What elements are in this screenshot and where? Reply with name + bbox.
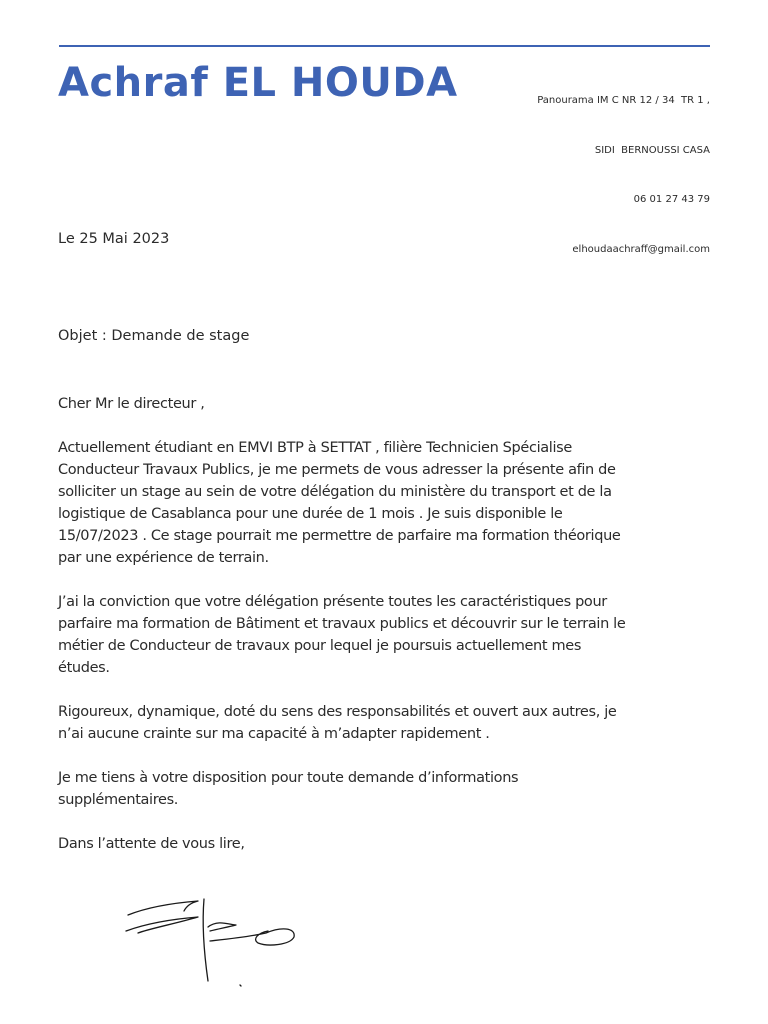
paragraph-line: supplémentaires. <box>58 792 179 808</box>
paragraph-line: J’ai la conviction que votre délégation présente toutes les caractéristiques pour <box>58 594 607 610</box>
paragraph-line: Je me tiens à votre disposition pour toute demande d’informations <box>58 770 519 786</box>
sender-contact <box>537 60 710 291</box>
paragraph-4 <box>58 767 718 811</box>
paragraph-line: Conducteur Travaux Publics, je me permets de vous adresser la présente afin de <box>58 462 616 478</box>
paragraph-line: logistique de Casablanca pour une durée de 1 mois . Je suis disponible le <box>58 506 563 522</box>
letter-subject: Objet : Demande de stage <box>58 328 250 344</box>
paragraph-line: solliciter un stage au sein de votre délégation du ministère du transport et de la <box>58 484 612 500</box>
salutation: Cher Mr le directeur , <box>58 396 205 412</box>
paragraph-1 <box>58 437 718 569</box>
paragraph-line: études. <box>58 660 110 676</box>
address-line-1: Panourama IM C NR 12 / 34 TR 1 , <box>537 95 710 106</box>
email-address: elhoudaachraff@gmail.com <box>572 243 710 255</box>
paragraph-line: par une expérience de terrain. <box>58 550 269 566</box>
paragraph-line: n’ai aucune crainte sur ma capacité à m’adapter rapidement . <box>58 726 490 742</box>
header-divider <box>59 45 710 47</box>
address-line-2: SIDI BERNOUSSI CASA <box>594 144 710 156</box>
paragraph-line: Rigoureux, dynamique, doté du sens des responsabilités et ouvert aux autres, je <box>58 704 617 720</box>
closing: Dans l’attente de vous lire, <box>58 836 245 852</box>
paragraph-line: 15/07/2023 . Ce stage pourrait me permettre de parfaire ma formation théorique <box>58 528 621 544</box>
phone-number: 06 01 27 43 79 <box>633 194 710 205</box>
paragraph-line: parfaire ma formation de Bâtiment et travaux publics et découvrir sur le terrain le <box>58 616 626 632</box>
paragraph-line: Actuellement étudiant en EMVI BTP à SETTAT , filière Technicien Spécialise <box>58 440 572 456</box>
paragraph-3 <box>58 701 718 745</box>
letter-date: Le 25 Mai 2023 <box>58 231 170 247</box>
paragraph-line: métier de Conducteur de travaux pour lequel je poursuis actuellement mes <box>58 638 582 654</box>
letter-body <box>58 393 718 877</box>
handwritten-signature <box>118 893 308 993</box>
sender-name: Achraf EL HOUDA <box>58 60 458 106</box>
paragraph-2 <box>58 591 718 679</box>
